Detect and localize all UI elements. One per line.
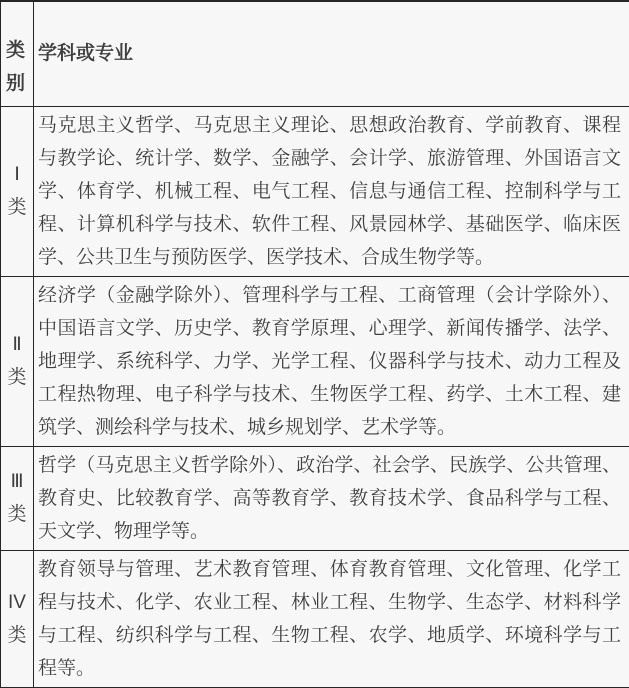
table-header-row	[1, 1, 629, 106]
table-row-category-2	[1, 276, 629, 446]
category-1-label: Ⅰ类	[1, 106, 34, 276]
category-4-disciplines: 教育领导与管理、艺术教育管理、体育教育管理、文化管理、化学工程与技术、化学、农业工程、林业工程、生物学、生态学、材料科学与工程、纺织科学与工程、生物工程、农学、地质学、环境科学与工程等。	[34, 550, 629, 687]
category-2-label: Ⅱ类	[1, 276, 34, 446]
table-row-category-1	[1, 106, 629, 276]
category-1-disciplines: 马克思主义哲学、马克思主义理论、思想政治教育、学前教育、课程与教学论、统计学、数学、金融学、会计学、旅游管理、外国语言文学、体育学、机械工程、电气工程、信息与通信工程、控制科学与工程、计算机科学与技术、软件工程、风景园林学、基础医学、临床医学、公共卫生与预防医学、医学技术、合成生物学等。	[34, 106, 629, 276]
category-2-disciplines: 经济学（金融学除外）、管理科学与工程、工商管理（会计学除外）、中国语言文学、历史学、教育学原理、心理学、新闻传播学、法学、地理学、系统科学、力学、光学工程、仪器科学与技术、动力工程及工程热物理、电子科学与技术、生物医学工程、药学、土木工程、建筑学、测绘科学与技术、城乡规划学、艺术学等。	[34, 276, 629, 446]
header-discipline-label: 学科或专业	[34, 1, 629, 106]
category-3-label: Ⅲ类	[1, 446, 34, 550]
header-category-label: 类别	[1, 1, 34, 106]
category-4-label: IV类	[1, 550, 34, 687]
table-row-category-4	[1, 550, 629, 687]
table-row-category-3	[1, 446, 629, 550]
category-3-disciplines: 哲学（马克思主义哲学除外）、政治学、社会学、民族学、公共管理、教育史、比较教育学、高等教育学、教育技术学、食品科学与工程、天文学、物理学等。	[34, 446, 629, 550]
